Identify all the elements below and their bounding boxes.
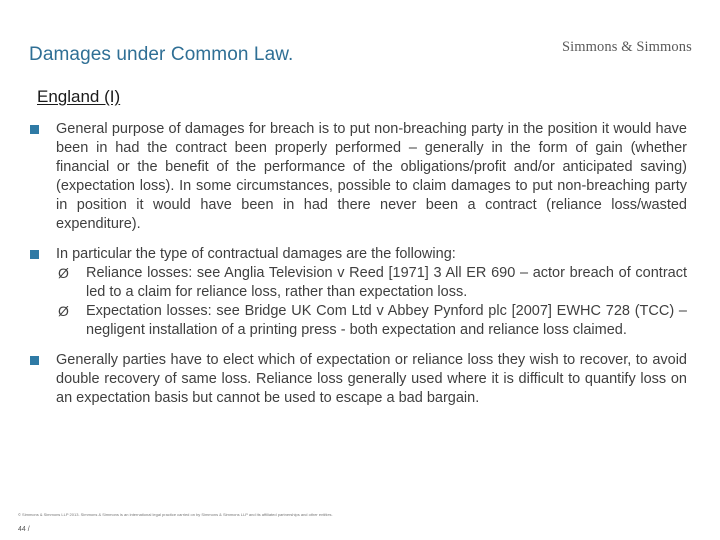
slide-subtitle: England (I) [37, 87, 121, 106]
page-number: 44 / [18, 526, 30, 533]
sub-bullet-list [56, 264, 687, 340]
bullet-text: General purpose of damages for breach is to put non-breaching party in the position it would have been in had the contract been properly performed – generally in the form of gain (whether financial or the benefit of the performance of the obligations/profit and/or anticipated saving) (expectation loss). In some circumstances, possible to claim damages to put non-breaching party in position it would have been in had there never been a contract (reliance loss/wasted expenditure). [56, 121, 687, 232]
bullet-list [29, 120, 687, 408]
square-bullet-icon [30, 356, 39, 365]
bullet-item [29, 351, 687, 408]
bullet-text: In particular the type of contractual damages are the following: [56, 246, 456, 262]
bullet-item [29, 245, 687, 340]
arrow-bullet-icon: Ø [58, 303, 69, 319]
square-bullet-icon [30, 125, 39, 134]
bullet-text: Generally parties have to elect which of expectation or reliance loss they wish to recover, to avoid double recovery of same loss. Reliance loss generally used where it is difficult to quantify loss on an expectation basis but cannot be used to escape a bad bargain. [56, 352, 687, 406]
company-logo: Simmons & Simmons [562, 39, 692, 55]
bullet-item [29, 120, 687, 234]
sub-bullet-item [56, 302, 687, 340]
slide-title: Damages under Common Law. [29, 44, 294, 65]
arrow-bullet-icon: Ø [58, 265, 69, 281]
square-bullet-icon [30, 250, 39, 259]
sub-bullet-text: Reliance losses: see Anglia Television v Reed [1971] 3 All ER 690 – actor breach of contract led to a claim for reliance loss, rather than expectation loss. [86, 265, 687, 300]
sub-bullet-text: Expectation losses: see Bridge UK Com Ltd v Abbey Pynford plc [2007] EWHC 728 (TCC) – negligent installation of a printing press - both expectation and reliance loss claimed. [86, 303, 687, 338]
copyright-footer: © Simmons & Simmons LLP 2013. Simmons & Simmons is an international legal practice carried on by Simmons & Simmons LLP and its affiliated partnerships and other entities. [18, 512, 333, 517]
sub-bullet-item [56, 264, 687, 302]
